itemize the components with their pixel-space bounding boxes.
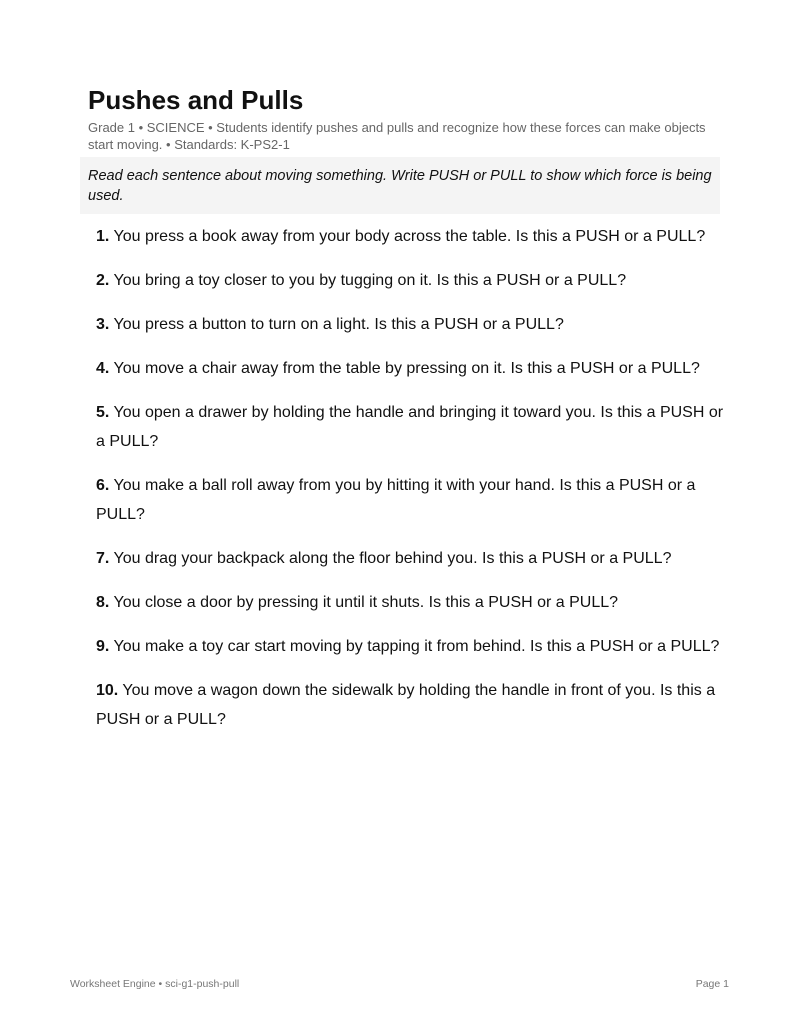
question-number: 7. — [96, 550, 110, 567]
question-7 — [96, 544, 726, 573]
question-number: 10. — [96, 682, 119, 699]
question-text: You press a button to turn on a light. Is this a PUSH or a PULL? — [113, 316, 564, 333]
question-number: 6. — [96, 477, 110, 494]
question-text: You make a ball roll away from you by hitting it with your hand. Is this a PUSH or a PULL? — [96, 477, 696, 523]
instructions-box: Read each sentence about moving something. Write PUSH or PULL to show which force is being used. — [80, 157, 720, 214]
question-number: 8. — [96, 594, 110, 611]
question-text: You drag your backpack along the floor behind you. Is this a PUSH or a PULL? — [113, 550, 672, 567]
question-10 — [96, 676, 726, 734]
question-8 — [96, 588, 726, 617]
question-text: You open a drawer by holding the handle and bringing it toward you. Is this a PUSH or a PULL? — [96, 404, 724, 450]
question-number: 1. — [96, 228, 110, 245]
question-5 — [96, 398, 726, 456]
question-list — [96, 222, 726, 749]
question-number: 9. — [96, 638, 110, 655]
question-9 — [96, 632, 726, 661]
question-2 — [96, 266, 726, 295]
question-text: You close a door by pressing it until it shuts. Is this a PUSH or a PULL? — [113, 594, 619, 611]
question-number: 4. — [96, 360, 110, 377]
question-4 — [96, 354, 726, 383]
question-number: 5. — [96, 404, 110, 421]
footer-source: Worksheet Engine • sci-g1-push-pull — [70, 978, 240, 990]
question-1 — [96, 222, 726, 251]
question-text: You press a book away from your body across the table. Is this a PUSH or a PULL? — [113, 228, 706, 245]
question-text: You bring a toy closer to you by tugging on it. Is this a PUSH or a PULL? — [113, 272, 627, 289]
question-text: You make a toy car start moving by tapping it from behind. Is this a PUSH or a PULL? — [113, 638, 720, 655]
question-text: You move a chair away from the table by pressing on it. Is this a PUSH or a PULL? — [113, 360, 700, 377]
question-6 — [96, 471, 726, 529]
worksheet-meta: Grade 1 • SCIENCE • Students identify pushes and pulls and recognize how these forces can make objects start moving. • Standards: K-PS2-1 — [88, 120, 706, 152]
question-3 — [96, 310, 726, 339]
question-number: 3. — [96, 316, 110, 333]
page-title: Pushes and Pulls — [88, 85, 304, 115]
question-number: 2. — [96, 272, 110, 289]
question-text: You move a wagon down the sidewalk by holding the handle in front of you. Is this a PUSH or a PULL? — [96, 682, 716, 728]
footer-page-number: Page 1 — [695, 978, 729, 990]
